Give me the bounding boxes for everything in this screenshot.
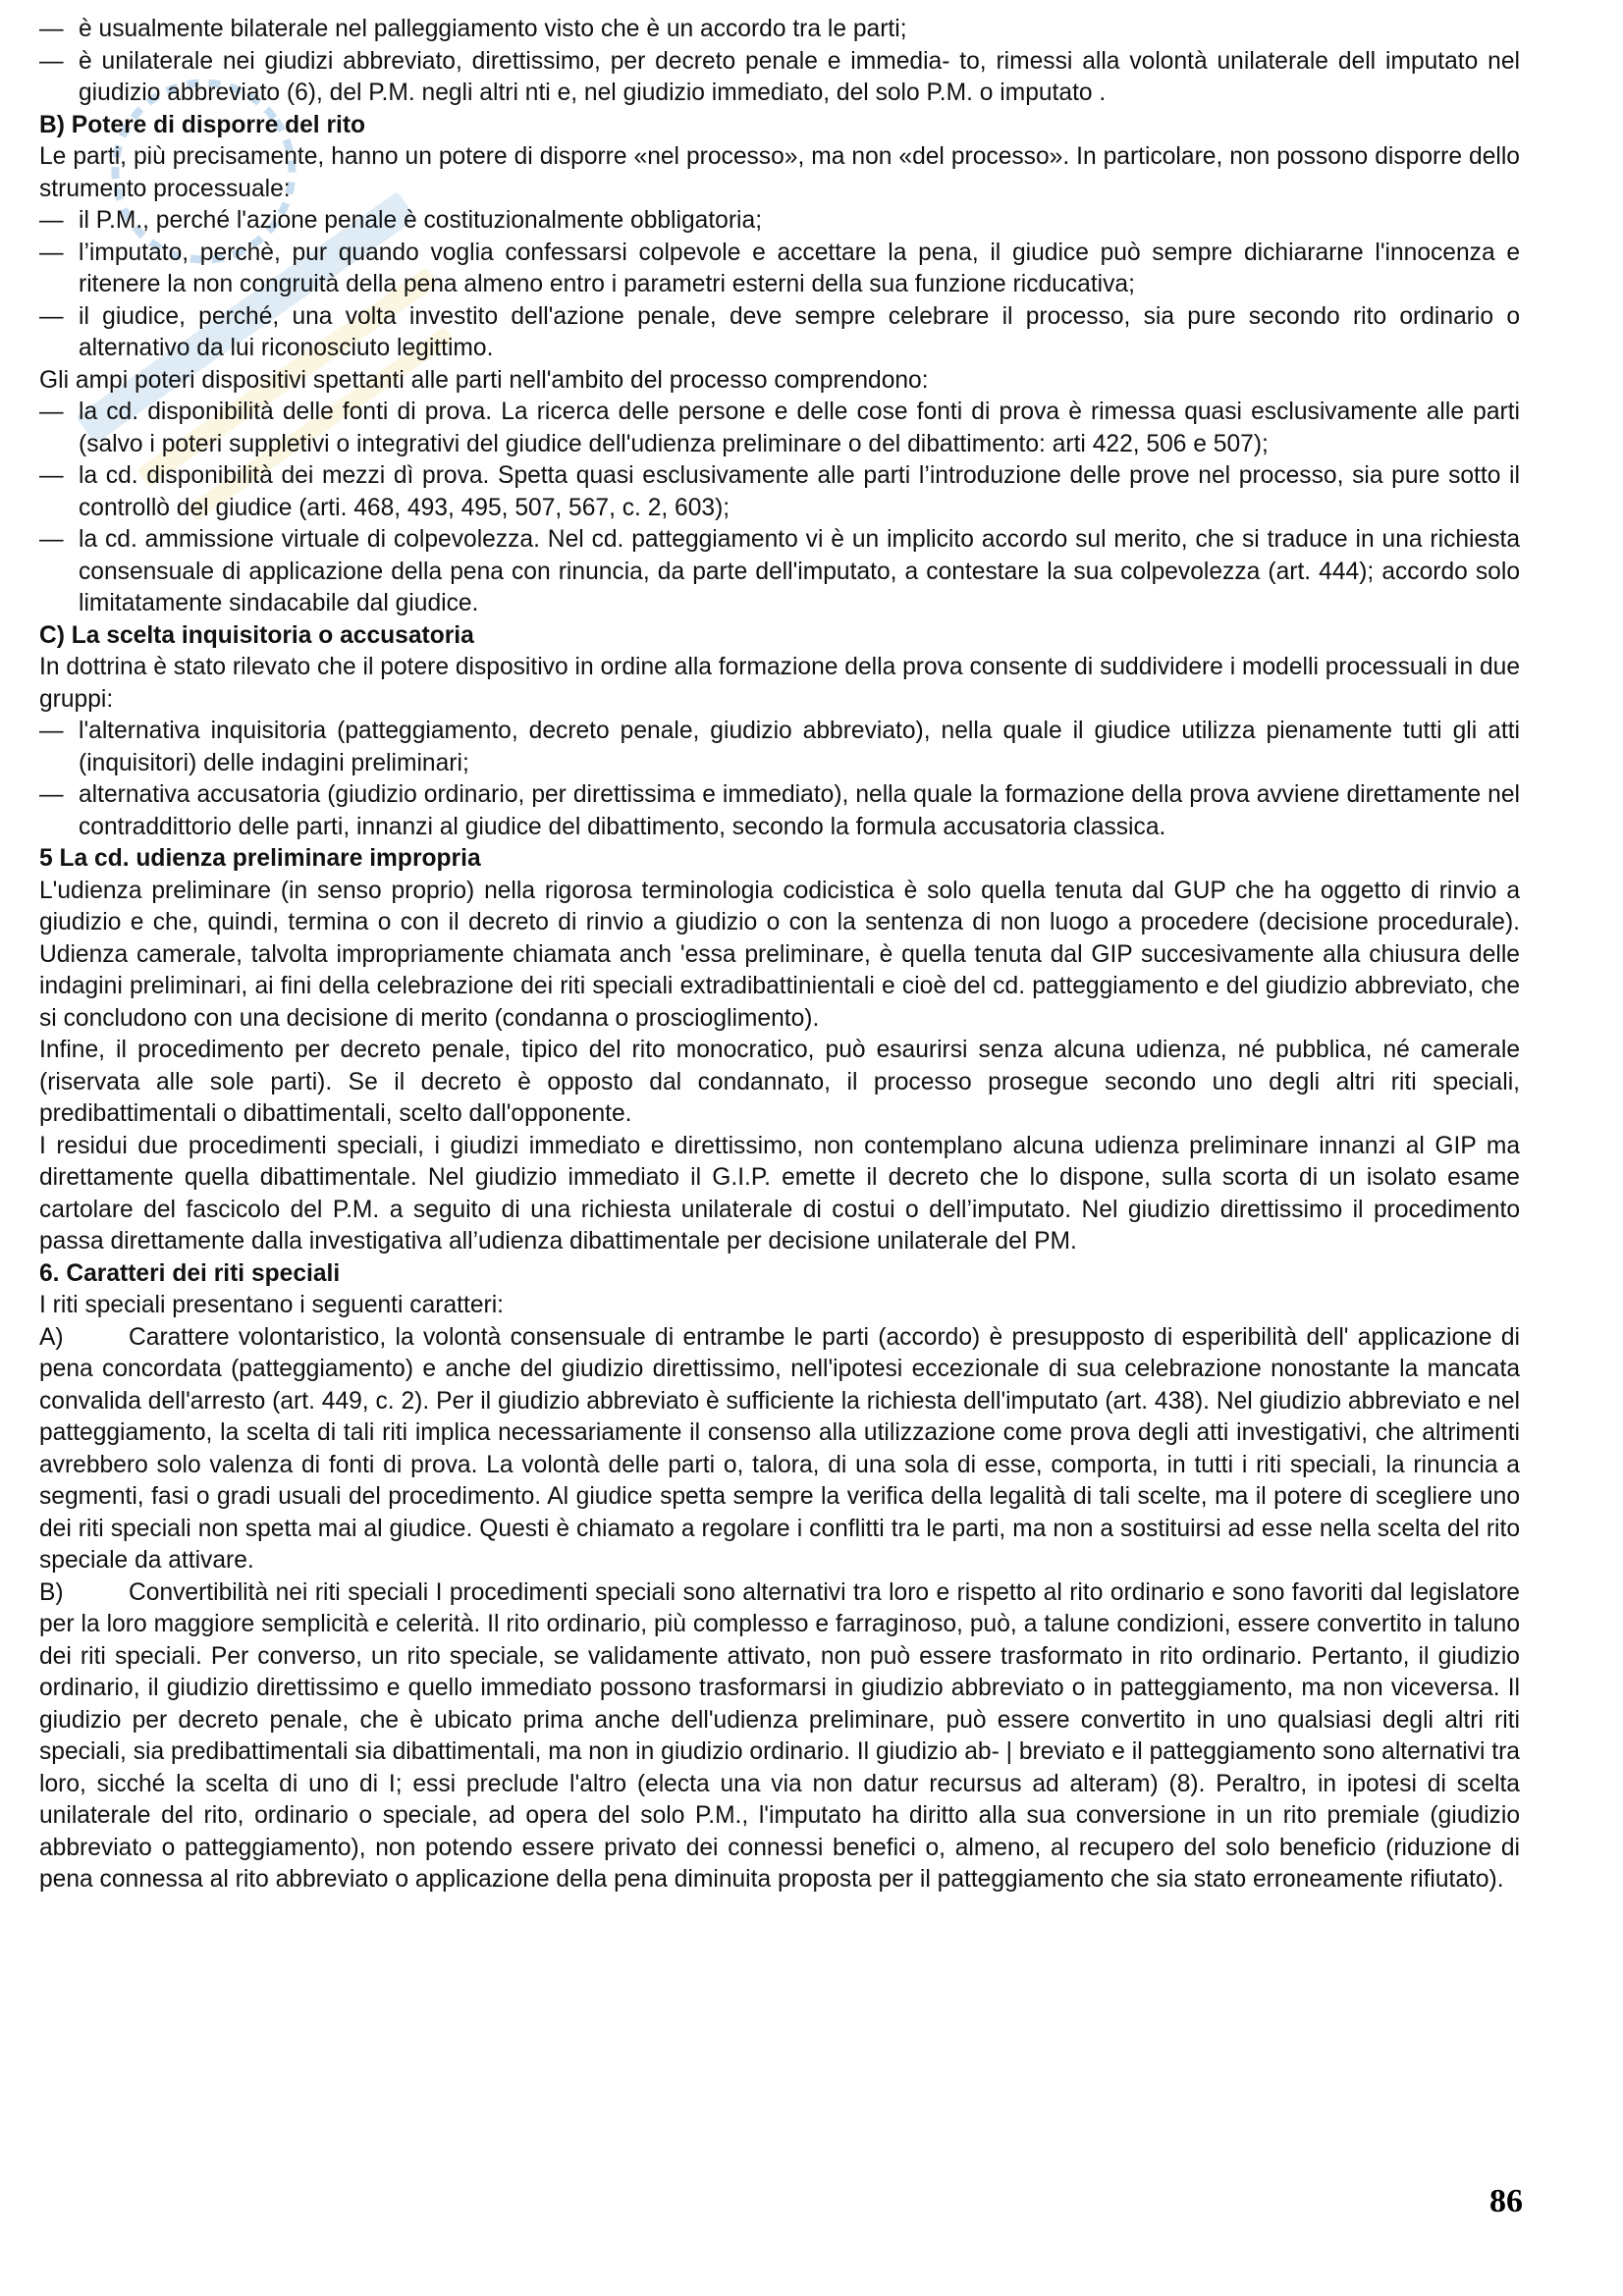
page-number: 86 <box>1489 2183 1523 2219</box>
item-text: l'alternativa inquisitoria (patteggiamento, decreto penale, giudizio abbreviato), nella quale il giudice utilizza pienamente tutti gli atti (inquisitori) delle indagini preliminari; <box>79 718 1520 776</box>
paragraph: Infine, il procedimento per decreto penale, tipico del rito monocratico, può esaurirsi senza alcuna udienza, né pubblica, né camerale (riservata alle sole parti). Se il decreto è opposto dal condannato, il processo prosegue secondo uno degli altri riti speciali, predibattimentali o dibattimentali, scelto dall'opponente. <box>39 1037 1520 1127</box>
dash-marker: — <box>39 399 64 425</box>
lettered-item <box>39 1322 1520 1577</box>
list-item <box>39 205 1520 238</box>
item-text: l’imputato, perchè, pur quando voglia confessarsi colpevole e accettare la pena, il giudice può sempre dichiararne l'innocenza e ritenere la non congruità della pena almeno entro i parametri esterni della sua funzione ricducativa; <box>79 239 1520 297</box>
dash-marker: — <box>39 718 64 744</box>
item-text: Carattere volontaristico, la volontà consensuale di entrambe le parti (accordo) è presupposto di esperibilità dell' applicazione di pena concordata (patteggiamento) e anche del giudizio direttissimo, nell'ipotesi eccezionale di sua celebrazione nonostante la mancata convalida dell'arresto (art. 449, c. 2). Per il giudizio abbreviato è sufficiente la richiesta dell'imputato (art. 438). Nel giudizio abbreviato e nel patteggiamento, la scelta di tali riti implica necessariamente il consenso alla utilizzazione come prova degli atti investigativi, che altrimenti avrebbero solo valenza di fonti di prova. La volontà delle parti o, talora, di una sola di esse, comporta, in tutti i riti speciali, la rinuncia a segmenti, fasi o gradi usuali del procedimento. Al giudice spetta sempre la verifica della legalità di tali scelte, ma il potere di scegliere uno dei riti speciali non spetta mai al giudice. Questi è chiamato a regolare i conflitti tra le parti, ma non a sostituirsi ad esse nella scelta del rito speciale da attivare. <box>39 1323 1520 1574</box>
item-text: è usualmente bilaterale nel palleggiamento visto che è un accordo tra le parti; <box>79 16 907 42</box>
list-item <box>39 524 1520 620</box>
list-item <box>39 779 1520 843</box>
item-text: Convertibilità nei riti speciali I procedimenti speciali sono alternativi tra loro e rispetto al rito ordinario e sono favoriti dal legislatore per la loro maggiore semplicità e celerità. Il rito ordinario, più complesso e farraginoso, può, a talune condizioni, essere convertito in taluno dei riti speciali. Per converso, un rito speciale, se validamente attivato, non può essere trasformato in rito ordinario. Pertanto, il giudizio ordinario, il giudizio direttissimo e quello immediato possono trasformarsi in giudizio abbreviato o in patteggiamento, ma non viceversa. Il giudizio per decreto penale, che è ubicato prima anche dell'udienza preliminare, può essere convertito in uno qualsiasi degli altri riti speciali, sia predibattimentali sia dibattimentali, ma non in giudizio ordinario. Il giudizio ab- | breviato e il patteggiamento sono alternativi tra loro, sicché la scelta di uno di I; essi preclude l'altro (electa una via non datur recursus ad alteram) (8). Peraltro, in ipotesi di scelta unilaterale del rito, ordinario o speciale, ad opera del solo P.M., l'imputato ha diritto alla sua conversione in un rito premiale (giudizio abbreviato o patteggiamento), non potendo essere privato dei connessi benefici o, almeno, al recupero del solo beneficio (riduzione di pena connessa al rito abbreviato o applicazione della pena diminuita proposta per il patteggiamento che sia stato erroneamente rifiutato). <box>39 1578 1520 1893</box>
dash-marker: — <box>39 462 64 489</box>
item-text: la cd. disponibilità dei mezzi dì prova. Spetta quasi esclusivamente alle parti l’introduzione delle prove nel processo, sia pure sotto il controllò del giudice (arti. 468, 493, 495, 507, 567, c. 2, 603); <box>79 462 1520 521</box>
item-text: il giudice, perché, una volta investito dell'azione penale, deve sempre celebrare il processo, sia pure secondo rito ordinario o alternativo da lui riconosciuto legittimo. <box>79 302 1520 361</box>
document-page <box>39 14 1520 1896</box>
dash-marker: — <box>39 526 64 553</box>
item-text: il P.M., perché l'azione penale è costituzionalmente obbligatoria; <box>79 207 763 234</box>
list-item <box>39 46 1520 110</box>
item-text: la cd. disponibilità delle fonti di prova. La ricerca delle persone e delle cose fonti di prova è rimessa quasi esclusivamente alle parti (salvo i poteri suppletivi o integrativi del giudice dell'udienza preliminare o del dibattimento: arti 422, 506 e 507); <box>79 399 1520 457</box>
paragraph: Gli ampi poteri dispositivi spettanti alle parti nell'ambito del processo comprendono: <box>39 366 929 394</box>
dash-marker: — <box>39 47 64 75</box>
list-item <box>39 238 1520 301</box>
dash-marker: — <box>39 16 64 42</box>
list-item <box>39 716 1520 779</box>
paragraph: I residui due procedimenti speciali, i giudizi immediato e direttissimo, non contemplano alcuna udienza preliminare innanzi al GIP ma direttamente quella dibattimentale. Nel giudizio immediato il G.I.P. emette il decreto che lo dispone, sulla scorta di un isolato esame cartolare del fascicolo del P.M. a seguito di una richiesta unilaterale di costui o dell’imputato. Nel giudizio direttissimo il procedimento passa direttamente dalla investigativa all’udienza dibattimentale per decisione unilaterale del PM. <box>39 1132 1520 1255</box>
item-letter: B) <box>39 1578 64 1606</box>
item-text: è unilaterale nei giudizi abbreviato, direttissimo, per decreto penale e immedia- to, rimessi alla volontà unilaterale dell imputato nel giudizio abbreviato (6), del P.M. negli altri nti e, nel giudizio immediato, del solo P.M. o imputato . <box>79 47 1520 106</box>
section-heading: B) Potere di disporre del rito <box>39 111 366 138</box>
paragraph: I riti speciali presentano i seguenti caratteri: <box>39 1292 504 1318</box>
dash-marker: — <box>39 302 64 330</box>
section-heading: 6. Caratteri dei riti speciali <box>39 1259 341 1287</box>
list-item <box>39 14 1520 46</box>
section-heading: 5 La cd. udienza preliminare impropria <box>39 845 481 872</box>
dash-marker: — <box>39 239 64 266</box>
item-text: alternativa accusatoria (giudizio ordinario, per direttissima e immediato), nella quale la formazione della prova avviene direttamente nel contraddittorio delle parti, innanzi al giudice del dibattimento, secondo la formula accusatoria classica. <box>79 781 1520 840</box>
dash-marker: — <box>39 781 64 808</box>
item-text: la cd. ammissione virtuale di colpevolezza. Nel cd. patteggiamento vi è un implicito accordo sul merito, che si traduce in una richiesta consensuale di applicazione della pena con rinuncia, da parte dell'imputato, a contestare la sua colpevolezza (art. 444); accordo solo limitatamente sindacabile dal giudice. <box>79 526 1520 616</box>
list-item <box>39 460 1520 524</box>
item-letter: A) <box>39 1323 64 1351</box>
paragraph: L'udienza preliminare (in senso proprio) nella rigorosa terminologia codicistica è solo quella tenuta dal GUP che ha oggetto di rinvio a giudizio e che, quindi, termina o con il decreto di rinvio a giudizio o con la sentenza di non luogo a procedere (decisione procedurale). Udienza camerale, talvolta impropriamente chiamata anch 'essa preliminare, è quella tenuta dal GIP succesivamente alla chiusura delle indagini preliminari, ai fini della celebrazione dei riti speciali extradibattinientali e cioè del cd. patteggiamento e del giudizio abbreviato, che si concludono con una decisione di merito (condanna o proscioglimento). <box>39 877 1520 1032</box>
paragraph: Le parti, più precisamente, hanno un potere di disporre «nel processo», ma non «del processo». In particolare, non possono disporre dello strumento processuale: <box>39 143 1520 202</box>
section-heading: C) La scelta inquisitoria o accusatoria <box>39 621 474 649</box>
list-item <box>39 397 1520 460</box>
dash-marker: — <box>39 207 64 234</box>
paragraph: In dottrina è stato rilevato che il potere dispositivo in ordine alla formazione della prova consente di suddividere i modelli processuali in due gruppi: <box>39 654 1520 713</box>
lettered-item <box>39 1577 1520 1896</box>
list-item <box>39 301 1520 365</box>
